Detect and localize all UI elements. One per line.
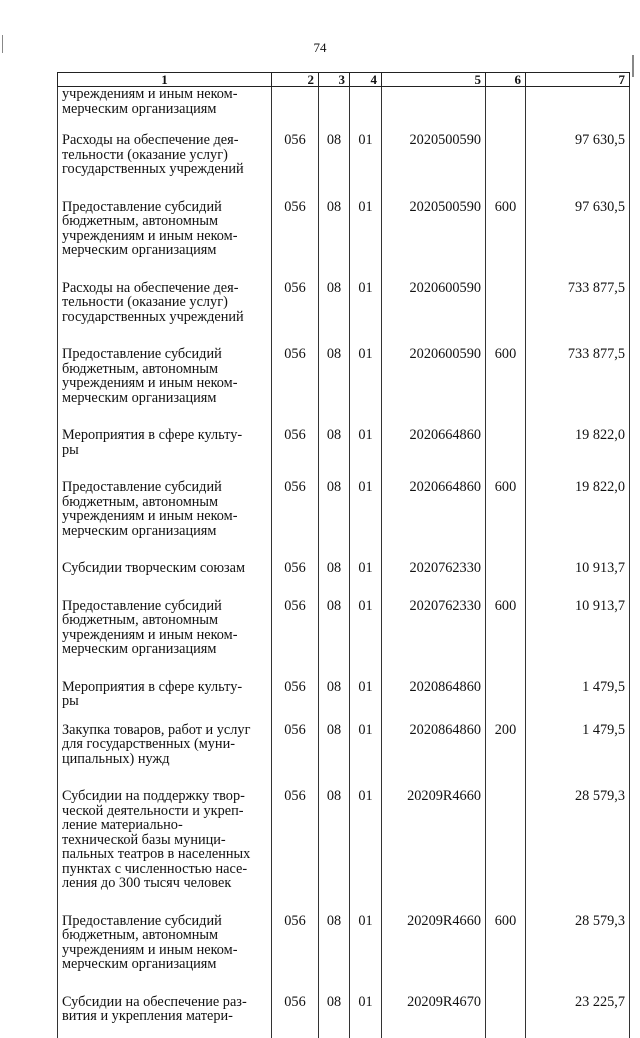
table-row bbox=[58, 87, 630, 134]
target-article-cell: 2020500590 bbox=[382, 200, 486, 281]
section-code-cell: 08 bbox=[319, 200, 350, 281]
section-code-cell: 08 bbox=[319, 480, 350, 561]
subsection-code-cell: 01 bbox=[350, 680, 382, 723]
expense-type-cell: 600 bbox=[486, 200, 526, 281]
expense-type-cell bbox=[486, 789, 526, 914]
target-article-cell: 2020762330 bbox=[382, 599, 486, 680]
column-header: 7 bbox=[526, 73, 630, 87]
expense-name-cell: Субсидии на обеспечение раз- вития и укрепления матери- bbox=[58, 995, 272, 1038]
subsection-code-cell: 01 bbox=[350, 914, 382, 995]
amount-cell: 1 479,5 bbox=[526, 723, 630, 790]
expense-name-cell: Закупка товаров, работ и услуг для государственных (муни- ципальных) нужд bbox=[58, 723, 272, 790]
section-code-cell: 08 bbox=[319, 789, 350, 914]
ministry-code-cell: 056 bbox=[272, 281, 319, 348]
ministry-code-cell: 056 bbox=[272, 428, 319, 480]
amount-cell: 10 913,7 bbox=[526, 561, 630, 599]
amount-cell: 19 822,0 bbox=[526, 428, 630, 480]
expense-type-cell bbox=[486, 995, 526, 1038]
subsection-code-cell: 01 bbox=[350, 428, 382, 480]
table-row bbox=[58, 680, 630, 723]
subsection-code-cell: 01 bbox=[350, 200, 382, 281]
amount-cell: 28 579,3 bbox=[526, 914, 630, 995]
target-article-cell: 2020864860 bbox=[382, 723, 486, 790]
table-row bbox=[58, 789, 630, 914]
target-article-cell: 2020600590 bbox=[382, 281, 486, 348]
subsection-code-cell: 01 bbox=[350, 561, 382, 599]
amount-cell: 19 822,0 bbox=[526, 480, 630, 561]
amount-cell bbox=[526, 87, 630, 134]
subsection-code-cell bbox=[350, 87, 382, 134]
ministry-code-cell: 056 bbox=[272, 480, 319, 561]
column-header: 5 bbox=[382, 73, 486, 87]
subsection-code-cell: 01 bbox=[350, 480, 382, 561]
table-row bbox=[58, 281, 630, 348]
subsection-code-cell: 01 bbox=[350, 789, 382, 914]
expense-type-cell bbox=[486, 680, 526, 723]
expense-name-cell: Предоставление субсидий бюджетным, автономным учреждениям и иным неком- мерческим организациям bbox=[58, 914, 272, 995]
section-code-cell: 08 bbox=[319, 599, 350, 680]
target-article-cell: 20209R4660 bbox=[382, 914, 486, 995]
amount-cell: 733 877,5 bbox=[526, 347, 630, 428]
section-code-cell: 08 bbox=[319, 680, 350, 723]
column-header: 3 bbox=[319, 73, 350, 87]
subsection-code-cell: 01 bbox=[350, 133, 382, 200]
table-row bbox=[58, 561, 630, 599]
table-row bbox=[58, 723, 630, 790]
scan-edge-mark bbox=[2, 35, 3, 53]
ministry-code-cell: 056 bbox=[272, 347, 319, 428]
expense-name-cell: Мероприятия в сфере культу- ры bbox=[58, 428, 272, 480]
amount-cell: 23 225,7 bbox=[526, 995, 630, 1038]
target-article-cell: 2020664860 bbox=[382, 480, 486, 561]
expense-name-cell: Расходы на обеспечение дея- тельности (оказание услуг) государственных учреждений bbox=[58, 133, 272, 200]
section-code-cell: 08 bbox=[319, 133, 350, 200]
ministry-code-cell: 056 bbox=[272, 599, 319, 680]
target-article-cell: 2020664860 bbox=[382, 428, 486, 480]
table-row bbox=[58, 200, 630, 281]
expense-name-cell: Предоставление субсидий бюджетным, автономным учреждениям и иным неком- мерческим организациям bbox=[58, 599, 272, 680]
table-row bbox=[58, 428, 630, 480]
section-code-cell: 08 bbox=[319, 561, 350, 599]
section-code-cell bbox=[319, 87, 350, 134]
table-row bbox=[58, 347, 630, 428]
expense-type-cell: 600 bbox=[486, 914, 526, 995]
expense-type-cell bbox=[486, 428, 526, 480]
scan-edge-mark bbox=[632, 55, 634, 77]
column-header: 1 bbox=[58, 73, 272, 87]
table-header-row bbox=[58, 73, 630, 87]
section-code-cell: 08 bbox=[319, 723, 350, 790]
column-header: 4 bbox=[350, 73, 382, 87]
table-row bbox=[58, 480, 630, 561]
budget-table bbox=[57, 72, 630, 1038]
section-code-cell: 08 bbox=[319, 428, 350, 480]
ministry-code-cell: 056 bbox=[272, 133, 319, 200]
target-article-cell: 2020762330 bbox=[382, 561, 486, 599]
ministry-code-cell: 056 bbox=[272, 680, 319, 723]
ministry-code-cell: 056 bbox=[272, 914, 319, 995]
target-article-cell: 2020864860 bbox=[382, 680, 486, 723]
expense-name-cell: Мероприятия в сфере культу- ры bbox=[58, 680, 272, 723]
subsection-code-cell: 01 bbox=[350, 995, 382, 1038]
target-article-cell: 20209R4670 bbox=[382, 995, 486, 1038]
expense-type-cell: 600 bbox=[486, 347, 526, 428]
section-code-cell: 08 bbox=[319, 281, 350, 348]
expense-name-cell: Предоставление субсидий бюджетным, автономным учреждениям и иным неком- мерческим организациям bbox=[58, 480, 272, 561]
subsection-code-cell: 01 bbox=[350, 599, 382, 680]
expense-name-cell: Субсидии творческим союзам bbox=[58, 561, 272, 599]
table-row bbox=[58, 133, 630, 200]
expense-name-cell: Субсидии на поддержку твор- ческой деятельности и укреп- ление материально- технической базы муници- пальных театров в населенных пунктах с численностью насе- ления до 300 тысяч человек bbox=[58, 789, 272, 914]
expense-type-cell: 600 bbox=[486, 480, 526, 561]
ministry-code-cell: 056 bbox=[272, 723, 319, 790]
target-article-cell: 2020600590 bbox=[382, 347, 486, 428]
amount-cell: 97 630,5 bbox=[526, 133, 630, 200]
subsection-code-cell: 01 bbox=[350, 723, 382, 790]
ministry-code-cell bbox=[272, 87, 319, 134]
column-header: 2 bbox=[272, 73, 319, 87]
column-header: 6 bbox=[486, 73, 526, 87]
table-row bbox=[58, 995, 630, 1038]
expense-type-cell bbox=[486, 87, 526, 134]
expense-name-cell: Предоставление субсидий бюджетным, автономным учреждениям и иным неком- мерческим организациям bbox=[58, 347, 272, 428]
ministry-code-cell: 056 bbox=[272, 995, 319, 1038]
table-row bbox=[58, 599, 630, 680]
amount-cell: 1 479,5 bbox=[526, 680, 630, 723]
expense-type-cell: 600 bbox=[486, 599, 526, 680]
amount-cell: 28 579,3 bbox=[526, 789, 630, 914]
expense-type-cell bbox=[486, 281, 526, 348]
amount-cell: 733 877,5 bbox=[526, 281, 630, 348]
page-number: 74 bbox=[313, 40, 327, 55]
target-article-cell bbox=[382, 87, 486, 134]
table-body bbox=[58, 87, 630, 1038]
expense-type-cell: 200 bbox=[486, 723, 526, 790]
amount-cell: 10 913,7 bbox=[526, 599, 630, 680]
subsection-code-cell: 01 bbox=[350, 347, 382, 428]
section-code-cell: 08 bbox=[319, 914, 350, 995]
expense-name-cell: Предоставление субсидий бюджетным, автономным учреждениям и иным неком- мерческим организациям bbox=[58, 200, 272, 281]
expense-name-cell: учреждениям и иным неком- мерческим организациям bbox=[58, 87, 272, 134]
expense-type-cell bbox=[486, 561, 526, 599]
section-code-cell: 08 bbox=[319, 995, 350, 1038]
target-article-cell: 20209R4660 bbox=[382, 789, 486, 914]
subsection-code-cell: 01 bbox=[350, 281, 382, 348]
ministry-code-cell: 056 bbox=[272, 789, 319, 914]
expense-name-cell: Расходы на обеспечение дея- тельности (оказание услуг) государственных учреждений bbox=[58, 281, 272, 348]
expense-type-cell bbox=[486, 133, 526, 200]
section-code-cell: 08 bbox=[319, 347, 350, 428]
ministry-code-cell: 056 bbox=[272, 561, 319, 599]
amount-cell: 97 630,5 bbox=[526, 200, 630, 281]
ministry-code-cell: 056 bbox=[272, 200, 319, 281]
target-article-cell: 2020500590 bbox=[382, 133, 486, 200]
table-row bbox=[58, 914, 630, 995]
